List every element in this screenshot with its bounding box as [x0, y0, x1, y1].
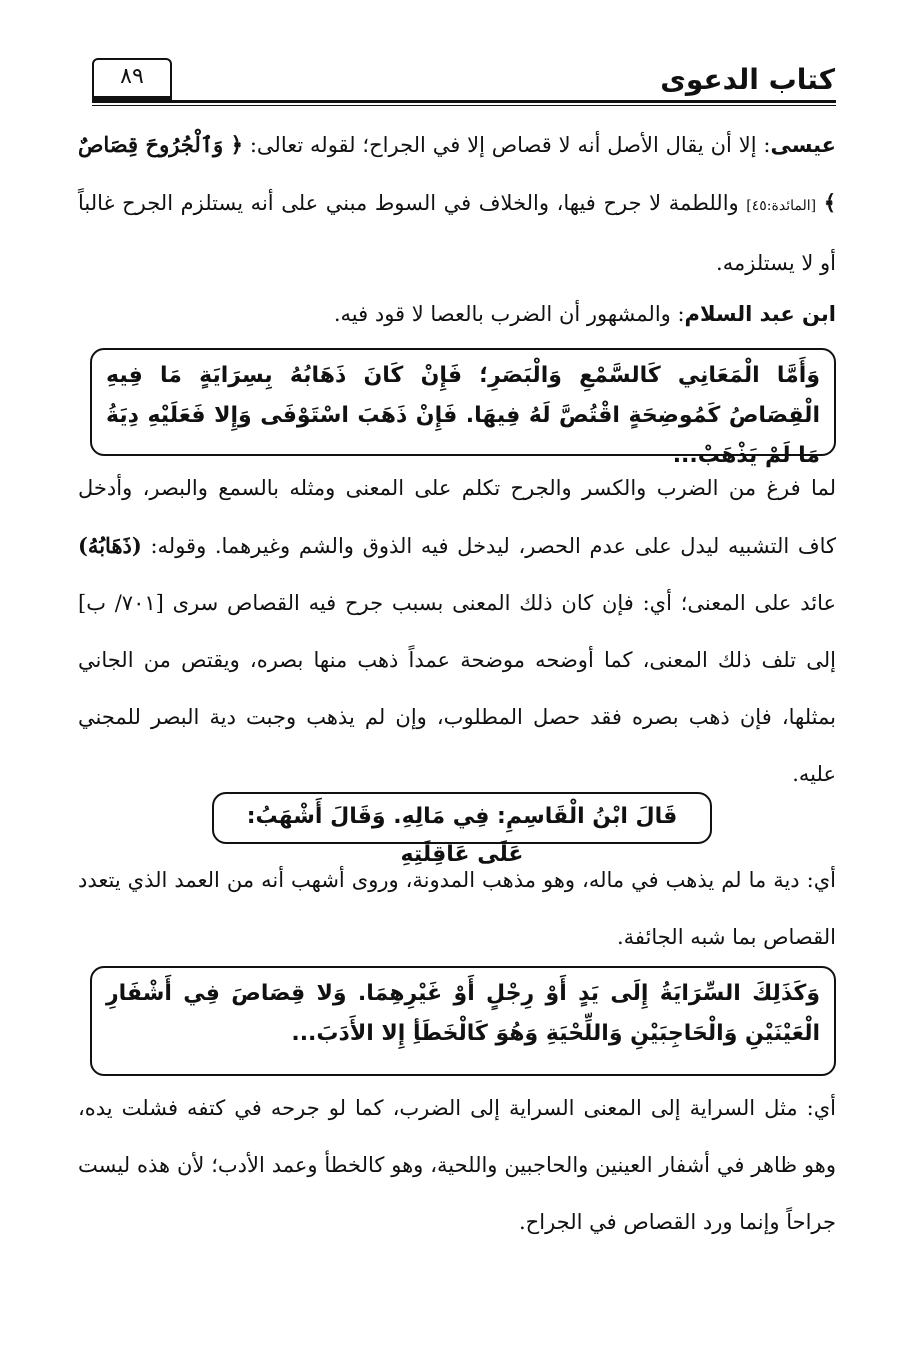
paragraph-text: أي: دية ما لم يذهب في ماله، وهو مذهب المدونة، وروى أشهب أنه من العمد الذي يتعدد القصاص بما شبه الجائفة. — [78, 868, 836, 949]
quran-verse: ﴿ وَٱلْجُرُوحَ قِصَاصٌ ﴾ — [78, 132, 836, 215]
matn-term: (ذَهَابُهُ) — [78, 533, 142, 558]
book-title: كتاب الدعوى — [660, 63, 835, 96]
matn-box: وَكَذَلِكَ السِّرَايَةُ إِلَى يَدٍ أَوْ رِجْلٍ أَوْ غَيْرِهِمَا. وَلا قِصَاصَ فِي أَشْفَارِ الْعَيْنَيْنِ وَالْحَاجِبَيْنِ وَاللِّحْيَةِ وَهُوَ كَالْخَطَأِ إِلا الأَدَبَ... — [90, 966, 836, 1076]
speaker-name: ابن عبد السلام — [684, 302, 836, 326]
paragraph-text: لما فرغ من الضرب والكسر والجرح تكلم على المعنى ومثله بالسمع والبصر، وأدخل كاف التشبيه ليدل على عدم الحصر، ليدخل فيه الذوق والشم وغيرهما. وقوله: — [78, 476, 836, 558]
paragraph-commentary — [78, 852, 836, 966]
paragraph-text: واللطمة لا جرح فيها، والخلاف في السوط مبني على أنه يستلزم الجرح غالباً أو لا يستلزمه. — [78, 191, 836, 275]
paragraph-isa — [78, 116, 836, 292]
paragraph-commentary — [78, 460, 836, 803]
paragraph-ibn-abd-salam — [78, 286, 836, 343]
paragraph-text: عائد على المعنى؛ أي: فإن كان ذلك المعنى بسبب جرح فيه القصاص سرى [٧٠١/ ب] إلى تلف ذلك المعنى، كما أوضحه موضحة عمداً ذهب منها بصره، ويقتص من الجاني بمثلها، فإن ذهب بصره فقد حصل المطلوب، وإن لم يذهب وجبت دية البصر للمجني عليه. — [78, 591, 836, 786]
matn-box: قَالَ ابْنُ الْقَاسِمِ: فِي مَالِهِ. وَقَالَ أَشْهَبُ: عَلَى عَاقِلَتِهِ — [212, 792, 712, 844]
paragraph-text: : إلا أن يقال الأصل أنه لا قصاص إلا في الجراح؛ لقوله تعالى: — [243, 133, 771, 157]
page-number: ٨٩ — [92, 58, 172, 100]
matn-box: وَأَمَّا الْمَعَانِي كَالسَّمْعِ وَالْبَصَرِ؛ فَإِنْ كَانَ ذَهَابُهُ بِسِرَايَةٍ مَا فِيهِ الْقِصَاصُ كَمُوضِحَةٍ اقْتُصَّ لَهُ فِيهَا. فَإِنْ ذَهَبَ اسْتَوْفَى وَإِلا فَعَلَيْهِ دِيَةُ مَا لَمْ يَذْهَبْ... — [90, 348, 836, 456]
verse-reference: [المائدة:٤٥] — [746, 198, 817, 214]
paragraph-commentary — [78, 1080, 836, 1251]
speaker-name: عيسى — [770, 133, 836, 157]
paragraph-text: أي: مثل السراية إلى المعنى السراية إلى الضرب، كما لو جرحه في كتفه فشلت يده، وهو ظاهر في أشفار العينين والحاجبين واللحية، وهو كالخطأ وعمد الأدب؛ لأن هذه ليست جراحاً وإنما ورد القصاص في الجراح. — [78, 1096, 836, 1234]
paragraph-text: : والمشهور أن الضرب بالعصا لا قود فيه. — [333, 302, 685, 326]
header-rule — [92, 105, 836, 106]
